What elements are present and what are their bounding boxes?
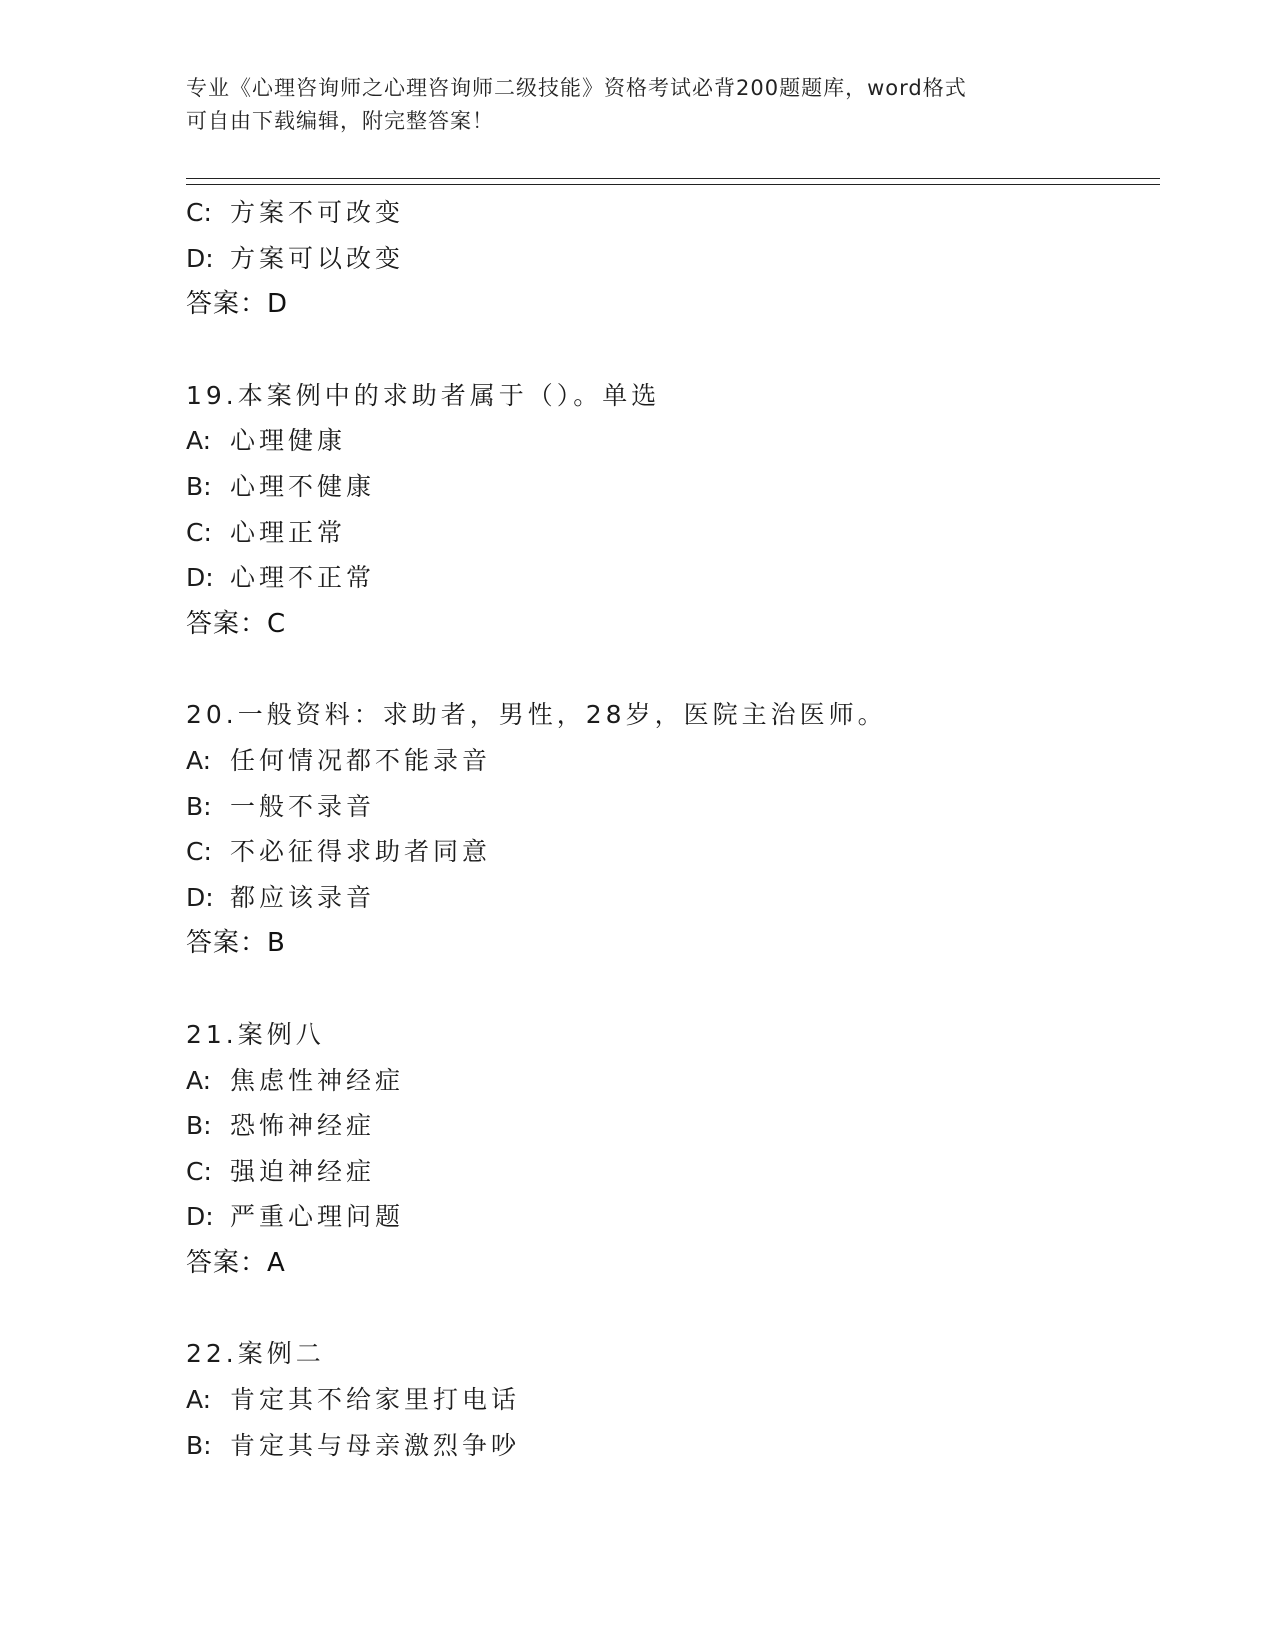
page-header [186, 72, 1086, 138]
question-text: 20.一般资料：求助者，男性，28岁，医院主治医师。 [186, 700, 887, 730]
answer-line: 答案：A [186, 1247, 286, 1278]
spacer [186, 647, 1160, 693]
option-a: A: 焦虑性神经症 [186, 1065, 405, 1095]
answer-line: 答案：C [186, 608, 287, 639]
question-text: 21.案例八 [186, 1019, 325, 1049]
question-block [186, 373, 1160, 647]
spacer [186, 327, 1160, 373]
option-d: D: 心理不正常 [186, 563, 376, 593]
question-block [186, 190, 1160, 327]
spacer [186, 1286, 1160, 1332]
option-a: A: 心理健康 [186, 426, 347, 456]
header-line-1: 专业《心理咨询师之心理咨询师二级技能》资格考试必背200题题库，word格式 [186, 76, 967, 100]
spacer [186, 966, 1160, 1012]
header-line-2: 可自由下载编辑，附完整答案！ [186, 109, 494, 133]
option-c: C: 强迫神经症 [186, 1156, 376, 1186]
answer-line: 答案：D [186, 289, 289, 320]
option-c: C: 不必征得求助者同意 [186, 837, 492, 867]
option-d: D: 都应该录音 [186, 882, 376, 912]
option-b: B: 恐怖神经症 [186, 1111, 376, 1141]
header-double-rule [186, 178, 1160, 185]
option-c: C: 方案不可改变 [186, 198, 405, 227]
option-b: B: 肯定其与母亲激烈争吵 [186, 1430, 521, 1460]
question-text: 19.本案例中的求助者属于（）。单选 [186, 380, 661, 410]
question-block [186, 1012, 1160, 1286]
option-d: D: 方案可以改变 [186, 243, 405, 273]
option-a: A: 任何情况都不能录音 [186, 745, 492, 775]
option-c: C: 心理正常 [186, 517, 347, 547]
question-block [186, 1331, 1160, 1468]
question-list [186, 190, 1160, 1468]
question-block [186, 692, 1160, 966]
option-b: B: 心理不健康 [186, 471, 376, 501]
option-b: B: 一般不录音 [186, 791, 376, 821]
answer-line: 答案：B [186, 928, 286, 959]
option-d: D: 严重心理问题 [186, 1202, 405, 1232]
question-text: 22.案例二 [186, 1339, 325, 1369]
option-a: A: 肯定其不给家里打电话 [186, 1385, 521, 1415]
